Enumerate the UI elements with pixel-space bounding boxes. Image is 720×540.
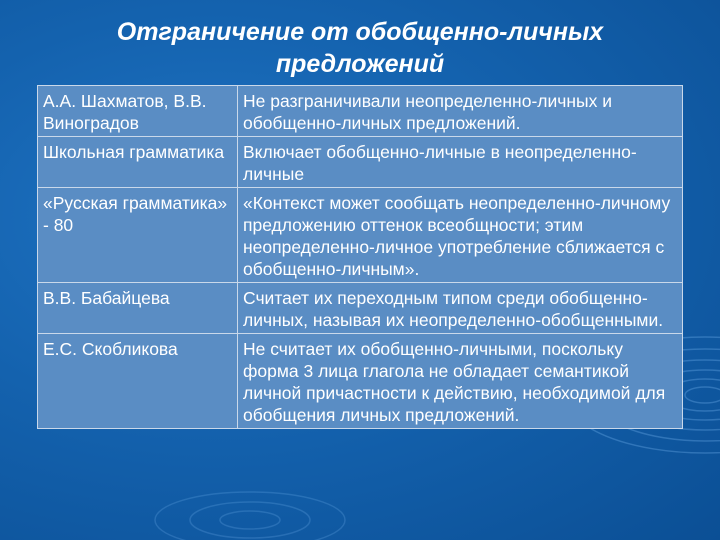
comparison-table xyxy=(37,85,683,429)
table-row xyxy=(38,334,683,429)
view-cell: Включает обобщенно-личные в неопределенно-личные xyxy=(238,137,683,188)
table-row xyxy=(38,188,683,283)
view-cell: Не считает их обобщенно-личными, поскольку форма 3 лица глагола не обладает семантикой личной причастности к действию, необходимой для обобщения личных предложений. xyxy=(238,334,683,429)
table-row xyxy=(38,137,683,188)
view-cell: Считает их переходным типом среди обобщенно-личных, называя их неопределенно-обобщенными. xyxy=(238,283,683,334)
slide-title-line-2: предложений xyxy=(275,50,445,78)
author-cell: Е.С. Скобликова xyxy=(38,334,238,429)
table-row xyxy=(38,86,683,137)
slide-title xyxy=(60,16,660,80)
view-cell: Не разграничивали неопределенно-личных и обобщенно-личных предложений. xyxy=(238,86,683,137)
author-cell: В.В. Бабайцева xyxy=(38,283,238,334)
slide-title-line-1: Отграничение от обобщенно-личных xyxy=(116,18,604,46)
author-cell: А.А. Шахматов, В.В. Виноградов xyxy=(38,86,238,137)
view-cell: «Контекст может сообщать неопределенно-личному предложению оттенок всеобщности; этим неопределенно-личное употребление сближается с обобщенно-личным». xyxy=(238,188,683,283)
author-cell: «Русская грамматика» - 80 xyxy=(38,188,238,283)
table-row xyxy=(38,283,683,334)
author-cell: Школьная грамматика xyxy=(38,137,238,188)
